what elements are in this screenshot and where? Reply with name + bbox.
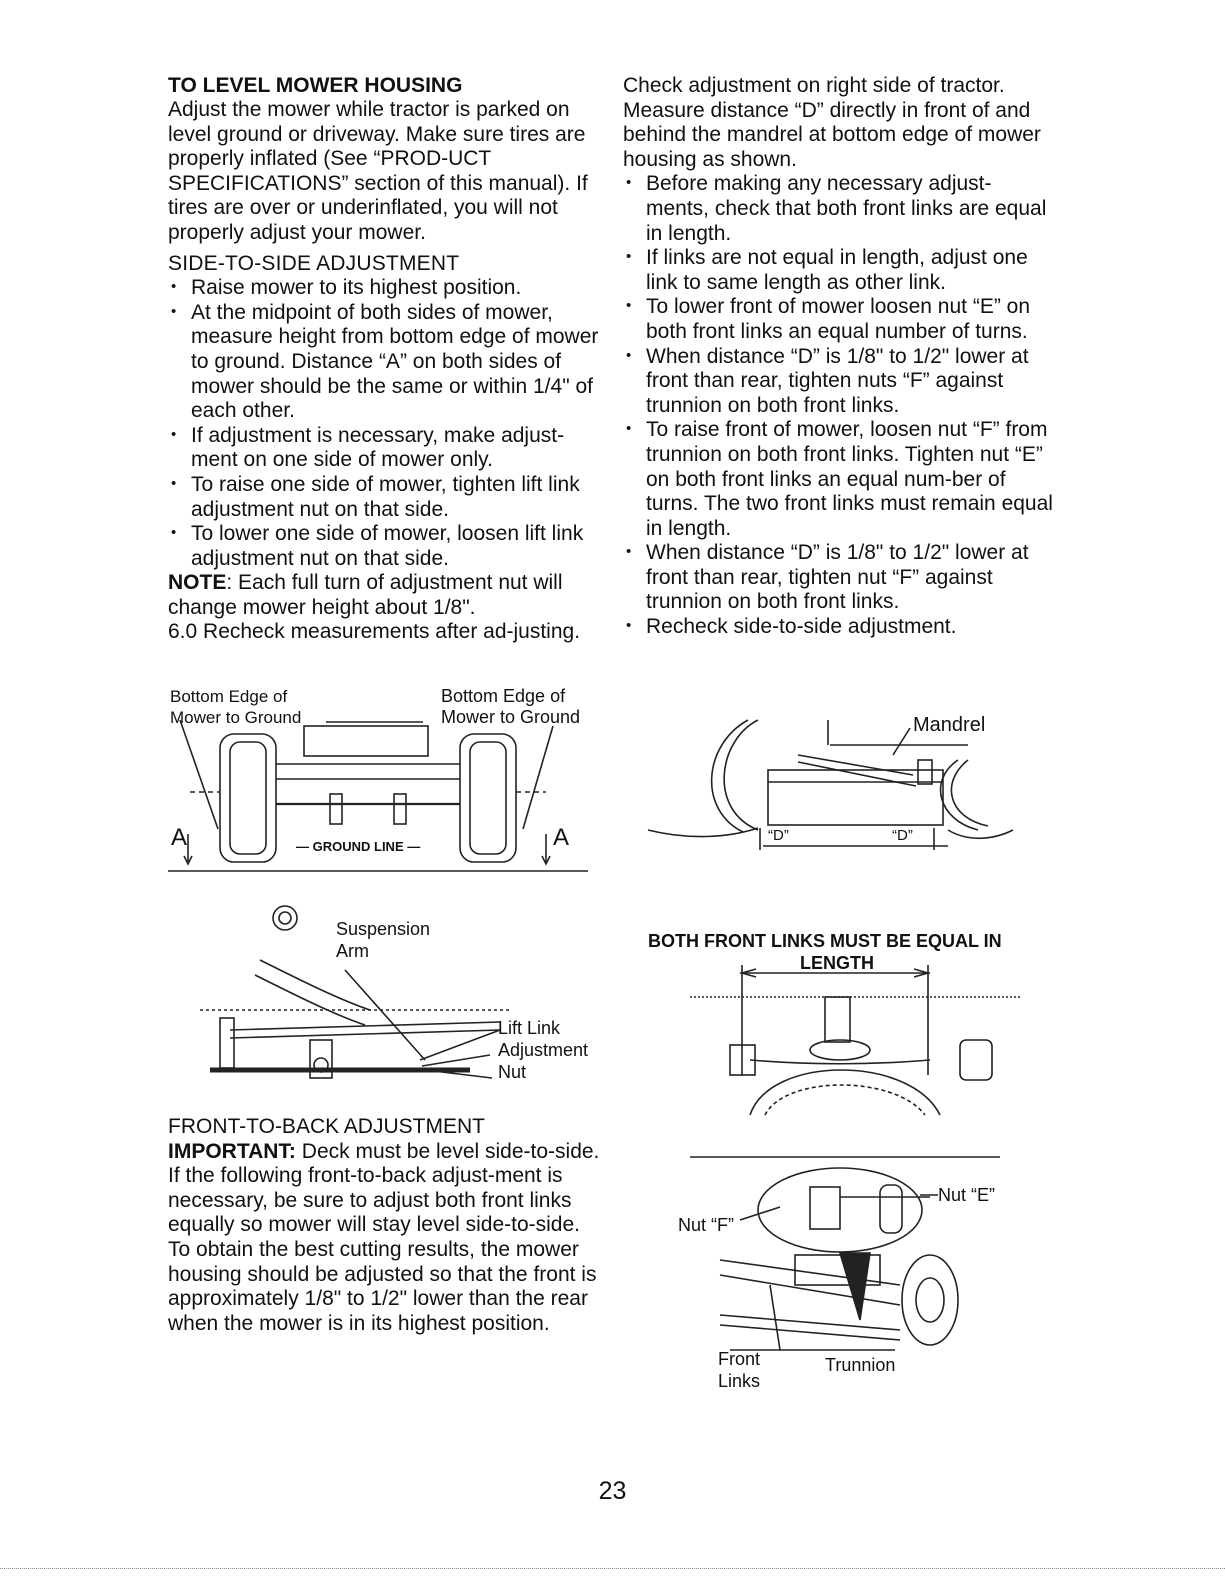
note [168, 571, 608, 620]
mandrel-label: Mandrel [913, 714, 986, 736]
d-front-label: “D” [768, 827, 789, 844]
trunnion-label: Trunnion [825, 1355, 896, 1375]
links-caption-line2: LENGTH [800, 953, 874, 973]
front-link-list [623, 172, 1053, 639]
section-heading: TO LEVEL MOWER HOUSING [168, 74, 463, 97]
list-item: • Raise mower to its highest position. [168, 276, 608, 301]
important-label: IMPORTANT: [168, 1139, 296, 1163]
list-item: • Recheck side-to-side adjustment. [623, 615, 1053, 640]
list-item: • When distance “D” is 1/8" to 1/2" lower at front than rear, tighten nut “F” against trunnion on both front links. [623, 541, 1053, 615]
list-item: • To lower one side of mower, loosen lift link adjustment nut on that side. [168, 522, 608, 571]
important-note [168, 1140, 608, 1238]
front-to-back-section [168, 1115, 608, 1336]
ground-line-label: — GROUND LINE — [296, 839, 421, 854]
intro-paragraph: Adjust the mower while tractor is parked on level ground or driveway. Make sure tires are properly inflated (See “PROD-UCT SPECIFICATIONS” section of this manual). If tires are over or underinflated, you will not properly adjust your mower. [168, 98, 588, 244]
note-label: NOTE [168, 571, 227, 595]
list-item: • To raise front of mower, loosen nut “F” from trunnion on both front links. Tighten nut “E” on both front links an equal num-ber of turns. The two front links must remain equal in length. [623, 418, 1053, 541]
important-text: Deck must be level side-to-side. If the following front-to-back adjust-ment is necessary, be sure to adjust both front links equally so mower will stay level side-to-side. [168, 1139, 600, 1237]
list-item: • If adjustment is necessary, make adjust-ment on one side of mower only. [168, 424, 608, 473]
label-a-left: A [171, 824, 188, 851]
list-item: • To raise one side of mower, tighten lift link adjustment nut on that side. [168, 473, 608, 522]
suspension-arm-label: Suspension Arm [336, 919, 431, 961]
d-rear-label: “D” [892, 827, 913, 844]
links-caption-line1: BOTH FRONT LINKS MUST BE EQUAL IN [648, 931, 1002, 951]
list-item: • Before making any necessary adjust-ments, check that both front links are equal in length. [623, 172, 1053, 246]
note-text: : Each full turn of adjustment nut will change mower height about 1/8". [168, 571, 563, 619]
page-number: 23 [598, 1477, 627, 1505]
lift-link-nut-label: Lift Link Adjustment Nut [498, 1018, 589, 1082]
trunnion-figure [670, 1165, 1010, 1395]
list-item: • When distance “D” is 1/8" to 1/2" lower at front than rear, tighten nuts “F” against trunnion on both front links. [623, 345, 1053, 419]
right-intro: Check adjustment on right side of tractor. Measure distance “D” directly in front of and behind the mandrel at bottom edge of mower housing as shown. [623, 74, 1041, 171]
list-item: • To lower front of mower loosen nut “E” on both front links an equal number of turns. [623, 295, 1053, 344]
page-bottom-border [0, 1568, 1225, 1569]
right-column [623, 74, 1053, 640]
nut-f-label: Nut “F” [678, 1215, 734, 1235]
suspension-figure [200, 900, 620, 1090]
nut-e-label: Nut “E” [938, 1185, 996, 1205]
ground-line-figure [168, 684, 608, 874]
links-figure [690, 965, 1020, 1160]
front-links-label: Front Links [718, 1349, 761, 1391]
label-bottom-edge-right: Bottom Edge of Mower to Ground [441, 686, 581, 727]
links-drawing [690, 965, 1020, 1160]
recheck-step: 6.0 Recheck measurements after ad-justing. [168, 620, 581, 644]
left-column [168, 74, 608, 645]
list-item: • At the midpoint of both sides of mower, measure height from bottom edge of mower to ground. Distance “A” on both sides of mower should be the same or within 1/4" of each other. [168, 301, 608, 424]
side-to-side-heading: SIDE-TO-SIDE ADJUSTMENT [168, 251, 460, 275]
side-to-side-list [168, 276, 608, 571]
best-results-paragraph: To obtain the best cutting results, the mower housing should be adjusted so that the front is approximately 1/8" to 1/2" lower than the rear when the mower is in its highest position. [168, 1237, 597, 1335]
front-to-back-heading: FRONT-TO-BACK ADJUSTMENT [168, 1115, 485, 1138]
mandrel-figure [648, 700, 1018, 860]
list-item: • If links are not equal in length, adjust one link to same length as other link. [623, 246, 1053, 295]
label-bottom-edge-left: Bottom Edge of Mower to Ground [170, 687, 302, 727]
label-a-right: A [553, 824, 570, 851]
